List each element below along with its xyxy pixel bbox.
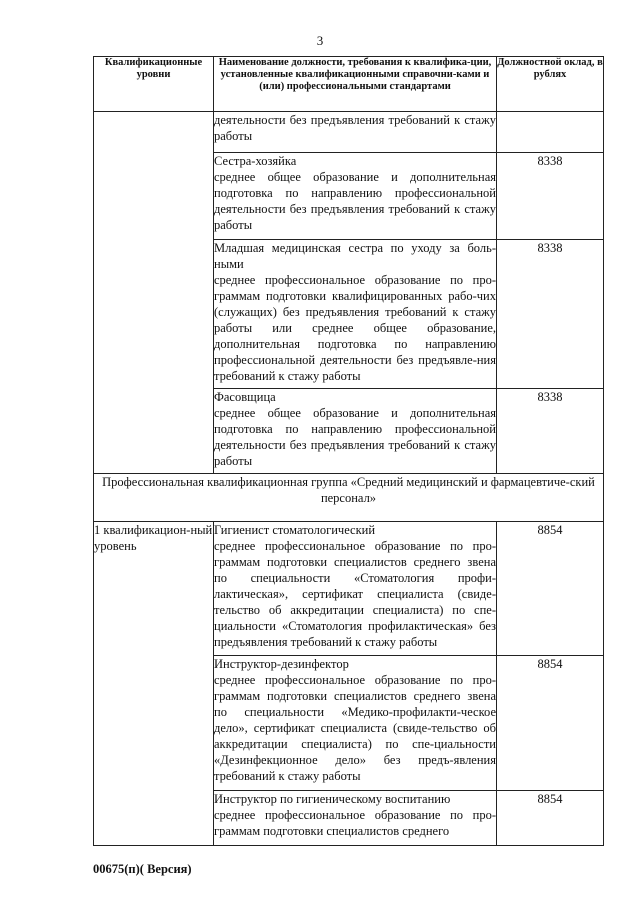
position-title: Инструктор по гигиеническому воспитанию	[214, 792, 451, 806]
salary-cell: 8338	[497, 240, 604, 389]
level-cell: 1 квалификацион-ный уровень	[94, 522, 214, 846]
position-title: Инструктор-дезинфектор	[214, 657, 349, 671]
position-cell	[214, 240, 497, 389]
position-requirements: среднее профессиональное образование по про-граммам подготовки специалистов среднего звена по специальности «Медико-профилакти-ческое дело», сертификат специалиста (свиде-тельство об аккредитации специалиста) по спе-циальности «Дезинфекционное дело» без предъ-явления требований к стажу работы	[214, 673, 496, 783]
qualification-table	[93, 56, 604, 846]
level-cell-continued	[94, 112, 214, 474]
page-number: 3	[316, 33, 324, 48]
position-cell	[214, 389, 497, 474]
table-header-row	[94, 57, 604, 112]
footer-document-code: 00675(п)( Версия)	[93, 862, 192, 876]
position-requirements: среднее профессиональное образование по про-граммам подготовки специалистов среднего звена по специальности «Стоматология профи-лактическая», сертификат специалиста (свиде-тельство об аккредитации специалиста) по спе-циальности «Стоматология профилактическая» без предъявления требований к стажу работы	[214, 539, 496, 649]
position-requirements: среднее общее образование и дополнительная подготовка по направлению профессиональной деятельности без предъявления требований к стажу работы	[214, 170, 496, 232]
header-level: Квалификационные уровни	[94, 57, 214, 112]
salary-cell: 8338	[497, 389, 604, 474]
group-row	[94, 474, 604, 522]
position-cell	[214, 791, 497, 846]
position-requirements: среднее общее образование и дополнительная подготовка по направлению профессиональной деятельности без предъявления требований к стажу работы	[214, 406, 496, 468]
position-title: Сестра-хозяйка	[214, 154, 297, 168]
position-title: Фасовщица	[214, 390, 276, 404]
table-row	[94, 522, 604, 656]
position-cell	[214, 153, 497, 240]
salary-cell: 8338	[497, 153, 604, 240]
salary-cell: 8854	[497, 791, 604, 846]
table-row	[94, 112, 604, 153]
position-requirements: среднее профессиональное образование по про-граммам подготовки специалистов среднего	[214, 808, 496, 838]
position-cell	[214, 522, 497, 656]
position-title: Гигиенист стоматологический	[214, 523, 376, 537]
salary-cell: 8854	[497, 656, 604, 791]
continued-text: деятельности без предъявления требований к стажу работы	[214, 113, 496, 143]
group-title: Профессиональная квалификационная группа «Средний медицинский и фармацевтиче-ский персонал»	[94, 474, 604, 522]
position-cell	[214, 656, 497, 791]
position-title: Младшая медицинская сестра по уходу за боль-ными	[214, 241, 496, 271]
salary-cell: 8854	[497, 522, 604, 656]
salary-cell	[497, 112, 604, 153]
position-requirements: среднее профессиональное образование по про-граммам подготовки квалифицированных рабо-чих (служащих) без предъявления требований к стажу работы или среднее общее образование, дополнительная подготовка по направлению профессиональной деятельности без предъявле-ния требований к стажу работы	[214, 273, 496, 383]
header-salary: Должностной оклад, в рублях	[497, 57, 604, 112]
header-position: Наименование должности, требования к квалифика-ции, установленные квалификационными справочни-ками и (или) профессиональными стандартами	[214, 57, 497, 112]
continued-description	[214, 112, 497, 153]
